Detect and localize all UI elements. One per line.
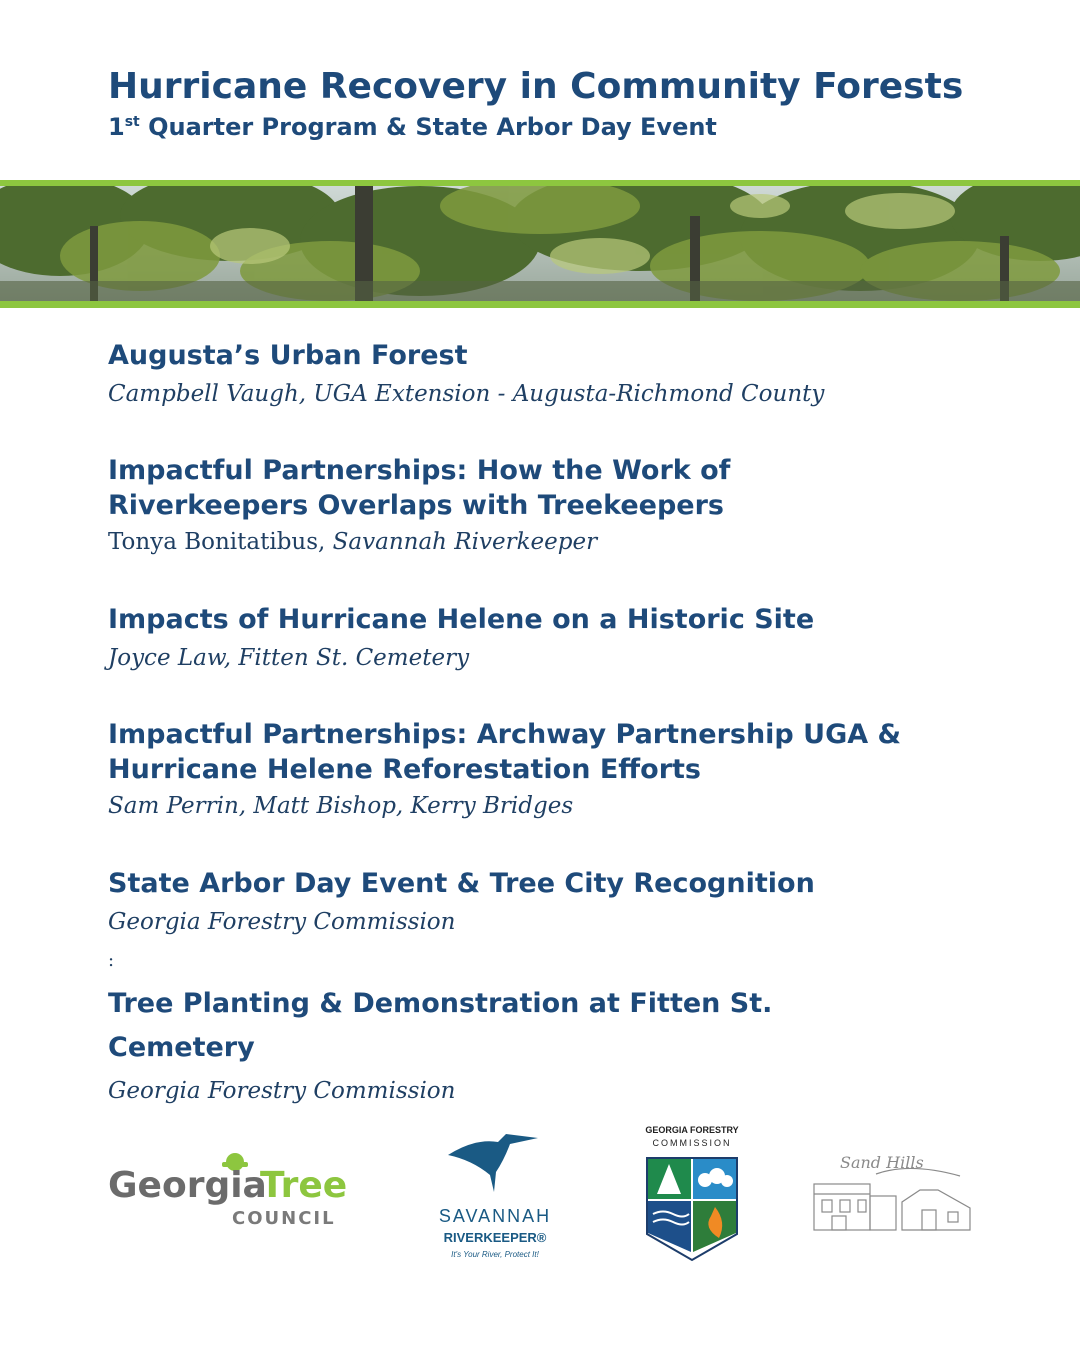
logo-georgia-text: Georgia (108, 1165, 267, 1206)
forestry-shield-icon (647, 1158, 737, 1260)
georgia-tree-council-logo (108, 1150, 348, 1230)
session-title-line-2: Cemetery (108, 1032, 255, 1063)
session-title-line-2: Riverkeepers Overlaps with Treekeepers (108, 490, 725, 521)
savannah-riverkeeper-logo (420, 1130, 570, 1265)
session-title: Impacts of Hurricane Helene on a Historic Site (108, 604, 815, 635)
subtitle-ordinal: st (124, 114, 140, 130)
sponsor-logos (0, 1120, 1080, 1270)
banner-bottom-stripe (0, 301, 1080, 308)
session-title-line-1: Impactful Partnerships: Archway Partnership UGA & (108, 719, 902, 750)
heron-icon (448, 1134, 538, 1192)
logo-savannah-text: SAVANNAH (438, 1206, 552, 1226)
session-speaker: Sam Perrin, Matt Bishop, Kerry Bridges (108, 793, 574, 819)
session-augusta-urban-forest (108, 338, 824, 407)
separator-mark: : (108, 950, 115, 971)
session-archway-partnership (108, 717, 901, 819)
logo-sand-hills-text: Sand Hills (840, 1153, 924, 1172)
logo-tagline-text: It's Your River, Protect It! (451, 1250, 539, 1259)
session-hurricane-helene-historic-site (108, 602, 814, 671)
tree-canopy-banner (0, 180, 1080, 308)
speaker-name: Tonya Bonitatibus, (108, 529, 333, 555)
session-state-arbor-day (108, 866, 815, 935)
session-title: State Arbor Day Event & Tree City Recognition (108, 868, 815, 899)
subtitle-number: 1 (108, 113, 125, 141)
tree-canopy-image (0, 186, 1080, 301)
logo-tree-text: Tree (260, 1165, 348, 1206)
subtitle-text: Quarter Program & State Arbor Day Event (139, 113, 717, 141)
session-speaker: Joyce Law, Fitten St. Cemetery (108, 645, 470, 671)
session-title-line-1: Tree Planting & Demonstration at Fitten St. (108, 988, 773, 1019)
session-tree-planting-demonstration (108, 982, 772, 1104)
speaker-organization: Savannah Riverkeeper (332, 529, 598, 555)
georgia-forestry-commission-logo (643, 1124, 741, 1264)
logo-gfc-line2: COMMISSION (652, 1138, 732, 1148)
logo-council-text: COUNCIL (232, 1208, 336, 1229)
logo-riverkeeper-text: RIVERKEEPER® (443, 1230, 547, 1245)
page-title: Hurricane Recovery in Community Forests (108, 66, 964, 107)
building-sketch-icon (814, 1168, 970, 1230)
sand-hills-logo (810, 1152, 975, 1232)
session-speaker: Campbell Vaugh, UGA Extension - Augusta-Richmond County (108, 381, 825, 407)
session-title: Augusta’s Urban Forest (108, 340, 468, 371)
session-speaker: Georgia Forestry Commission (108, 1078, 456, 1104)
session-speaker (108, 529, 730, 555)
page-subtitle (108, 113, 963, 141)
session-speaker: Georgia Forestry Commission (108, 909, 456, 935)
session-title-line-2: Hurricane Helene Reforestation Efforts (108, 754, 701, 785)
session-title-line-1: Impactful Partnerships: How the Work of (108, 455, 731, 486)
logo-gfc-line1: GEORGIA FORESTRY (645, 1125, 739, 1135)
session-riverkeepers-treekeepers (108, 453, 730, 555)
header (108, 66, 963, 141)
